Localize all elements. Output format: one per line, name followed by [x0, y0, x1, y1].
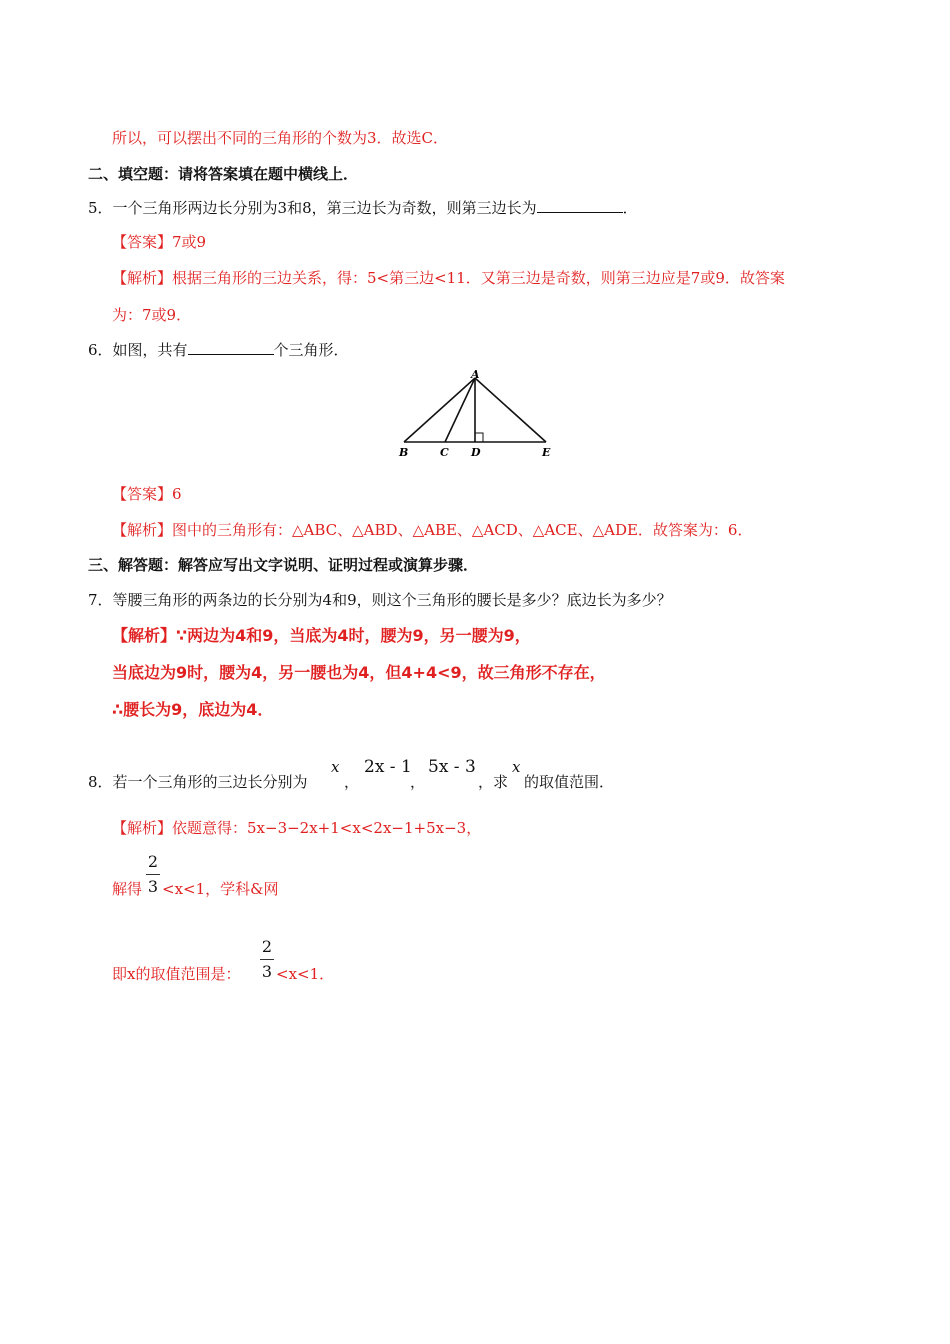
- expression-2x-1: 2x - 1: [364, 757, 412, 777]
- question-5: 5．一个三角形两边长分别为3和8，第三边长为奇数，则第三边长为 ．: [88, 199, 638, 217]
- answer-blank: [188, 340, 274, 355]
- explanation-5-line2: 为：7或9．: [112, 306, 192, 324]
- var-x: x: [331, 758, 340, 776]
- question-8-text-end: 的取值范围．: [524, 773, 615, 791]
- label-d: D: [471, 446, 481, 459]
- segment-ae: [475, 378, 546, 442]
- question-7: 7．等腰三角形的两条边的长分别为4和9，则这个三角形的腰长是多少？底边长为多少？: [88, 591, 672, 609]
- question-6: 6．如图，共有 个三角形．: [88, 341, 349, 359]
- segment-ac: [445, 378, 475, 442]
- fraction-two-thirds: 2 3: [147, 852, 159, 896]
- right-angle-mark: [475, 433, 483, 442]
- explanation-6: 【解析】图中的三角形有：△ABC、△ABD、△ABE、△ACD、△ACE、△ADE．故答案为：6．: [112, 521, 753, 539]
- answer-5: 【答案】7或9: [112, 233, 207, 251]
- question-6-text: 6．如图，共有: [88, 341, 188, 359]
- fraction-two-thirds: 2 3: [261, 937, 273, 981]
- answer-blank: [537, 198, 623, 213]
- explanation-8-range-label: 即x的取值范围是：: [112, 965, 241, 983]
- label-c: C: [440, 446, 449, 459]
- label-e: E: [542, 446, 551, 459]
- explanation-7-line2: 当底边为9时，腰为4，另一腰也为4，但4+4<9，故三角形不存在，: [112, 663, 606, 682]
- var-x: x: [512, 758, 521, 776]
- explanation-8-range-result: <x<1．: [276, 965, 335, 983]
- answer-6: 【答案】6: [112, 485, 182, 503]
- label-b: B: [399, 446, 409, 459]
- segment-ab: [404, 378, 475, 442]
- explanation-7-line1: 【解析】∵两边为4和9，当底为4时，腰为9，另一腰为9，: [112, 626, 531, 645]
- label-a: A: [471, 368, 480, 381]
- explanation-8-solve-result: <x<1，学科&网: [162, 880, 279, 898]
- section-fill-blank-heading: 二、填空题：请将答案填在题中横线上．: [88, 165, 359, 183]
- question-5-text: 5．一个三角形两边长分别为3和8，第三边长为奇数，则第三边长为: [88, 199, 537, 217]
- explanation-8-line1: 【解析】依题意得：5x−3−2x+1<x<2x−1+5x−3，: [112, 819, 482, 837]
- explanation-8-solve-label: 解得: [112, 880, 143, 898]
- triangle-figure: [392, 368, 562, 462]
- section-solve-heading: 三、解答题：解答应写出文字说明、证明过程或演算步骤．: [88, 556, 479, 574]
- explanation-7-line3: ∴腰长为9，底边为4．: [112, 700, 274, 719]
- explanation-5-line1: 【解析】根据三角形的三边关系，得：5<第三边<11．又第三边是奇数，则第三边应是7或9．故答案: [112, 269, 785, 287]
- question-8-text: 8．若一个三角形的三边长分别为: [88, 773, 308, 791]
- expression-5x-3: 5x - 3: [428, 757, 476, 777]
- solution-conclusion: 所以，可以摆出不同的三角形的个数为3．故选C．: [112, 129, 449, 147]
